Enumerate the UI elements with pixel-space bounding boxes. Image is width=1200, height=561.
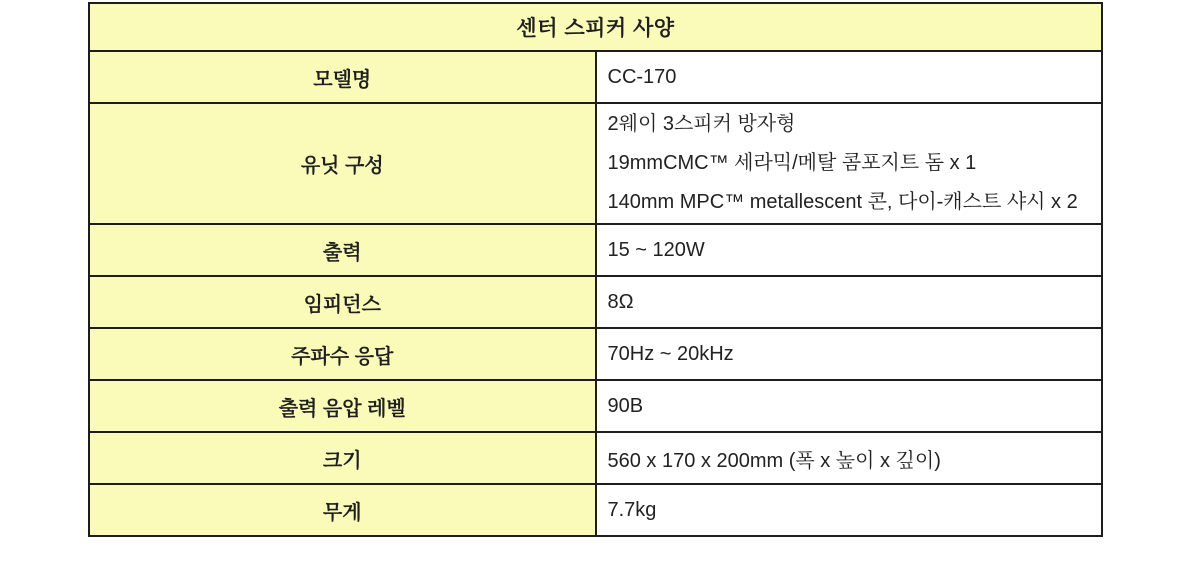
unit-line-3: 140mm MPC™ metallescent 콘, 다이-캐스트 샤시 x 2 [607,191,1078,213]
row-frequency-response [89,328,1102,380]
label-impedance: 임피던스 [89,276,596,328]
row-impedance [89,276,1102,328]
table-header-row [89,3,1102,51]
label-weight: 무게 [89,484,596,536]
label-sound-pressure-level: 출력 음압 레벨 [89,380,596,432]
label-frequency-response: 주파수 응답 [89,328,596,380]
row-weight [89,484,1102,536]
value-model-name: CC-170 [596,51,1103,103]
label-size: 크기 [89,432,596,484]
row-unit-composition [89,103,1102,224]
value-impedance: 8Ω [596,276,1103,328]
value-unit-composition [596,103,1103,224]
value-size: 560 x 170 x 200mm (폭 x 높이 x 깊이) [596,432,1103,484]
value-power-output: 15 ~ 120W [596,224,1103,276]
label-power-output: 출력 [89,224,596,276]
table-title: 센터 스피커 사양 [89,3,1102,51]
value-sound-pressure-level: 90B [596,380,1103,432]
speaker-spec-table [88,2,1103,537]
unit-line-1: 2웨이 3스피커 방자형 [607,113,796,135]
row-size [89,432,1102,484]
row-sound-pressure-level [89,380,1102,432]
label-unit-composition: 유닛 구성 [89,103,596,224]
row-model-name [89,51,1102,103]
unit-line-2: 19mmCMC™ 세라믹/메탈 콤포지트 돔 x 1 [607,152,977,174]
value-frequency-response: 70Hz ~ 20kHz [596,328,1103,380]
value-weight: 7.7kg [596,484,1103,536]
row-power-output [89,224,1102,276]
label-model-name: 모델명 [89,51,596,103]
